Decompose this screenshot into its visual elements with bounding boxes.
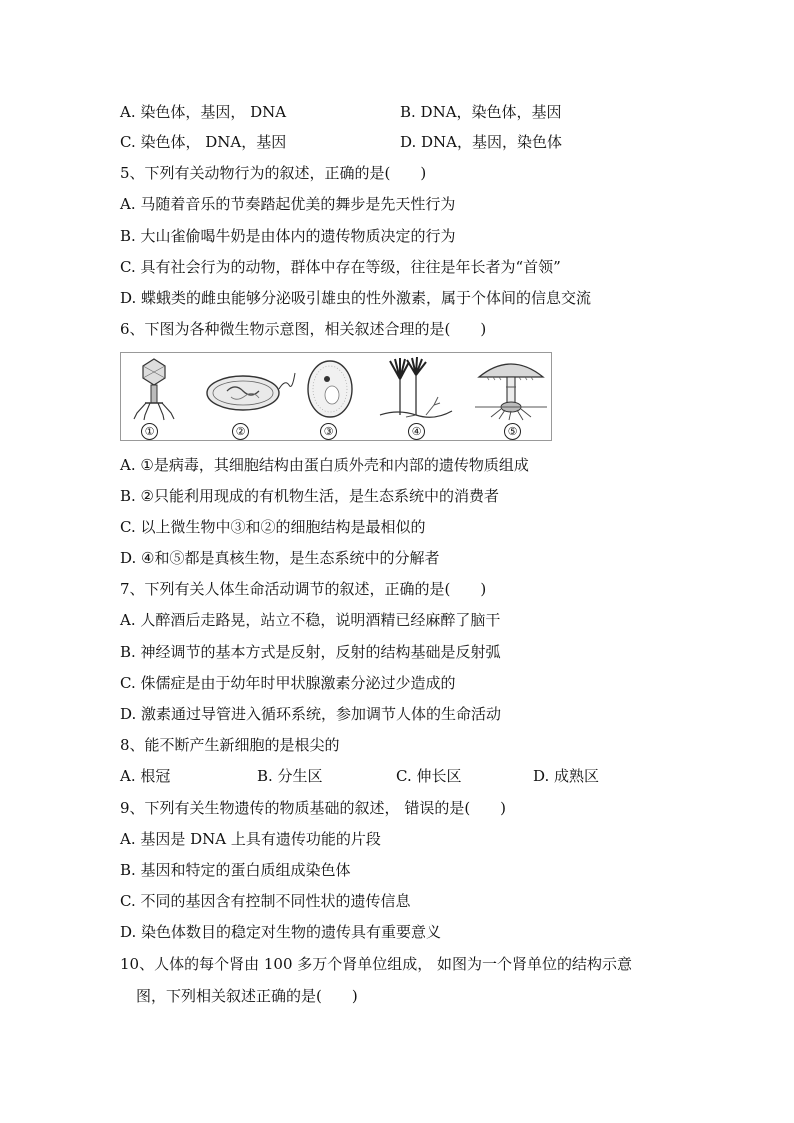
bacterium-drawing <box>203 357 299 421</box>
bacteriophage-drawing <box>129 357 179 421</box>
yeast-drawing <box>301 357 359 421</box>
q5-option-d: D. 蝶蛾类的雌虫能够分泌吸引雄虫的性外激素，属于个体间的信息交流 <box>120 289 592 307</box>
figure-label-3: ③ <box>320 423 337 440</box>
q9-option-b: B. 基因和特定的蛋白质组成染色体 <box>120 861 351 879</box>
figure-label-4: ④ <box>408 423 425 440</box>
q7-option-c: C. 侏儒症是由于幼年时甲状腺激素分泌过少造成的 <box>120 674 456 692</box>
q9-option-d: D. 染色体数目的稳定对生物的遗传具有重要意义 <box>120 923 442 941</box>
q10-stem-line1: 10、人体的每个肾由 100 多万个肾单位组成， 如图为一个肾单位的结构示意 <box>120 955 633 973</box>
q7-option-b: B. 神经调节的基本方式是反射，反射的结构基础是反射弧 <box>120 643 501 661</box>
q8-option-d: D. 成熟区 <box>533 767 600 785</box>
q4-option-a: A. 染色体，基因， DNA <box>120 103 287 121</box>
figure-label-2: ② <box>232 423 249 440</box>
q8-option-a: A. 根冠 <box>120 767 171 785</box>
q6-option-c: C. 以上微生物中③和②的细胞结构是最相似的 <box>120 518 426 536</box>
q5-option-c: C. 具有社会行为的动物，群体中存在等级，往往是年长者为“首领” <box>120 258 561 276</box>
figure-label-5: ⑤ <box>504 423 521 440</box>
q9-option-a: A. 基因是 DNA 上具有遗传功能的片段 <box>120 830 381 848</box>
q7-option-d: D. 激素通过导管进入循环系统，参加调节人体的生命活动 <box>120 705 502 723</box>
q7-option-a: A. 人醉酒后走路晃，站立不稳，说明酒精已经麻醉了脑干 <box>120 611 501 629</box>
q4-option-b: B. DNA，染色体，基因 <box>400 103 562 121</box>
q10-stem-line2: 图，下列相关叙述正确的是( ) <box>136 987 358 1005</box>
q5-option-b: B. 大山雀偷喝牛奶是由体内的遗传物质决定的行为 <box>120 227 456 245</box>
q6-option-b: B. ②只能利用现成的有机物生活，是生态系统中的消费者 <box>120 487 500 505</box>
q9-option-c: C. 不同的基因含有控制不同性状的遗传信息 <box>120 892 411 910</box>
q8-option-c: C. 伸长区 <box>396 767 462 785</box>
microorganism-figure <box>120 352 552 441</box>
q4-option-d: D. DNA，基因，染色体 <box>400 133 563 151</box>
figure-label-1: ① <box>141 423 158 440</box>
q6-stem: 6、下图为各种微生物示意图，相关叙述合理的是( ) <box>120 320 487 338</box>
q8-stem: 8、能不断产生新细胞的是根尖的 <box>120 736 340 754</box>
penicillium-drawing <box>376 357 456 421</box>
q4-option-c: C. 染色体， DNA，基因 <box>120 133 287 151</box>
q7-stem: 7、下列有关人体生命活动调节的叙述，正确的是( ) <box>120 580 487 598</box>
q6-option-d: D. ④和⑤都是真核生物，是生态系统中的分解者 <box>120 549 440 567</box>
q6-option-a: A. ①是病毒，其细胞结构由蛋白质外壳和内部的遗传物质组成 <box>120 456 529 474</box>
q9-stem: 9、下列有关生物遗传的物质基础的叙述， 错误的是( ) <box>120 799 507 817</box>
q8-option-b: B. 分生区 <box>257 767 323 785</box>
q5-option-a: A. 马随着音乐的节奏踏起优美的舞步是先天性行为 <box>120 195 456 213</box>
mushroom-drawing <box>473 357 549 421</box>
q5-stem: 5、下列有关动物行为的叙述，正确的是( ) <box>120 164 427 182</box>
